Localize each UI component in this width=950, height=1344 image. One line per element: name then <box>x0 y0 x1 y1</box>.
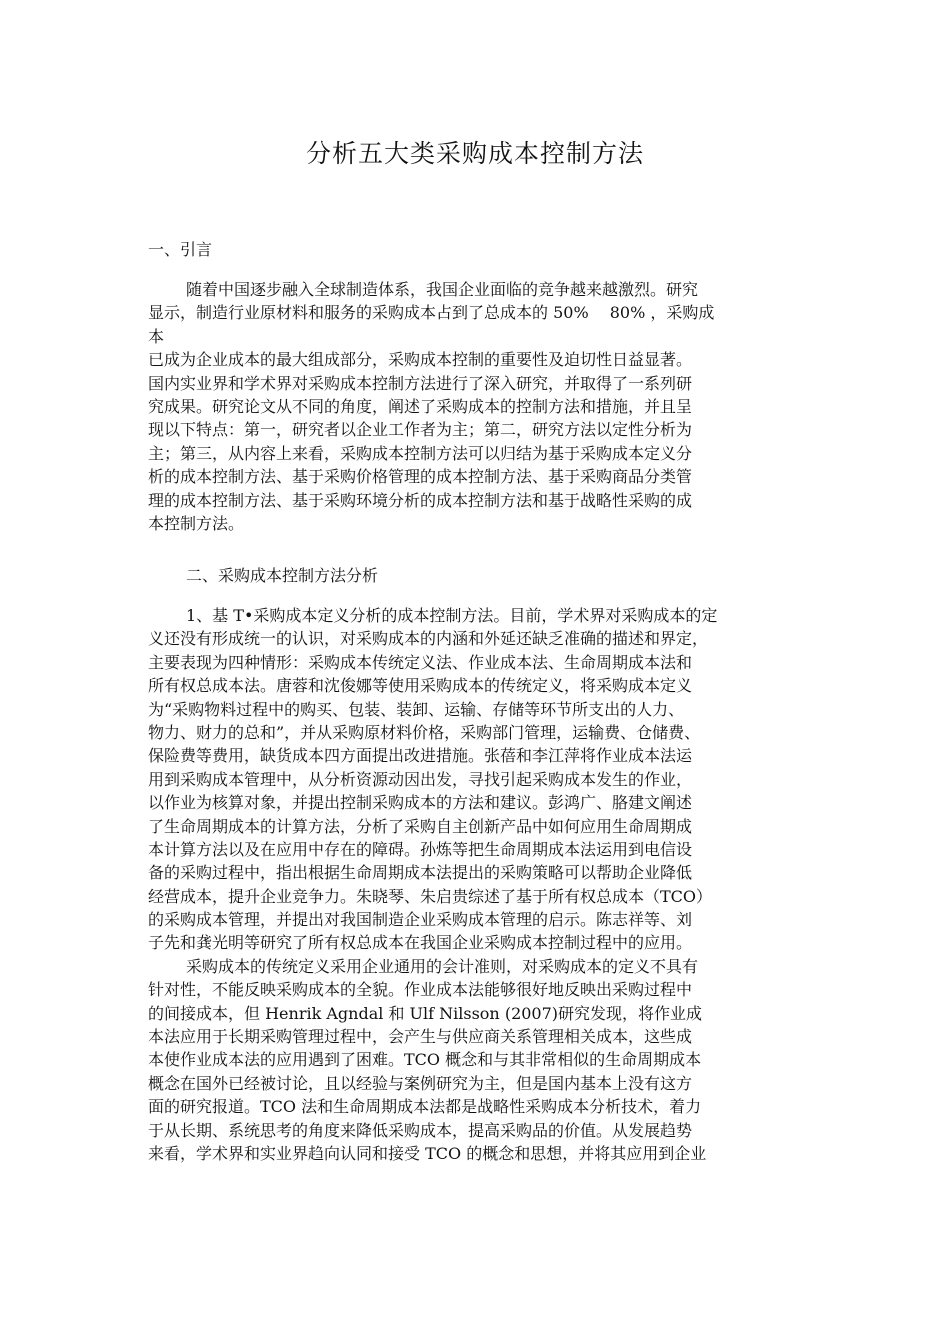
paragraph-line: 以作业为核算对象，并提出控制采购成本的方法和建议。彭鸿广、胳建文阐述 <box>148 793 693 813</box>
paragraph-line: 现以下特点：第一，研究者以企业工作者为主；第二，研究方法以定性分析为 <box>148 420 693 440</box>
paragraph-line: 本法应用于长期采购管理过程中，会产生与供应商关系管理相关成本，这些成 <box>148 1027 693 1047</box>
paragraph-line: 面的研究报道。TCO 法和生命周期成本法都是战略性采购成本分析技术，着力 <box>148 1097 702 1117</box>
paragraph-line: 经营成本，提升企业竞争力。朱晓琴、朱启贵综述了基于所有权总成本（TCO） <box>148 886 713 906</box>
document-title: 分析五大类采购成本控制方法 <box>305 139 644 168</box>
paragraph-line: 子先和龚光明等研究了所有权总成本在我国企业采购成本控制过程中的应用。 <box>148 933 693 953</box>
paragraph-line: 主要表现为四种情形：采购成本传统定义法、作业成本法、生命周期成本法和 <box>148 652 693 672</box>
paragraph-line: 为“采购物料过程中的购买、包装、装卸、运输、存储等环节所支出的人力、 <box>148 699 685 719</box>
paragraph-line: 理的成本控制方法、基于采购环境分析的成本控制方法和基于战略性采购的成 <box>148 490 693 510</box>
paragraph-line: 保险费等费用，缺货成本四方面提出改进措施。张蓓和李江萍将作业成本法运 <box>148 746 693 766</box>
paragraph-line: 的采购成本管理，并提出对我国制造企业采购成本管理的启示。陈志祥等、刘 <box>148 910 693 930</box>
paragraph-line: 针对性，不能反映采购成本的全貌。作业成本法能够很好地反映出采购过程中 <box>148 980 693 1000</box>
paragraph-line: 来看，学术界和实业界趋向认同和接受 TCO 的概念和思想，并将其应用到企业 <box>148 1143 707 1163</box>
paragraph-line: 究成果。研究论文从不同的角度，阐述了采购成本的控制方法和措施，并且呈 <box>148 396 693 416</box>
paragraph-line: 用到采购成本管理中，从分析资源动因出发，寻找引起采购成本发生的作业， <box>148 769 693 789</box>
paragraph-line: 主；第三，从内容上来看，采购成本控制方法可以归结为基于采购成本定义分 <box>148 443 693 463</box>
paragraph-line: 概念在国外已经被讨论，且以经验与案例研究为主，但是国内基本上没有这方 <box>148 1073 693 1093</box>
paragraph-line: 了生命周期成本的计算方法，分析了采购自主创新产品中如何应用生命周期成 <box>148 816 693 836</box>
section-heading-analysis: 二、采购成本控制方法分析 <box>186 566 379 585</box>
paragraph-line: 义还没有形成统一的认识，对采购成本的内涵和外延还缺乏准确的描述和界定， <box>148 629 709 649</box>
paragraph-line: 显示，制造行业原材料和服务的采购成本占到了总成本的 50% 80% ，采购成 <box>148 303 715 323</box>
paragraph-line: 于从长期、系统思考的角度来降低采购成本，提高采购品的价值。从发展趋势 <box>148 1120 693 1140</box>
analysis-paragraphs <box>148 604 788 1165</box>
paragraph-line: 所有权总成本法。唐蓉和沈俊娜等使用采购成本的传统定义，将采购成本定义 <box>148 676 693 696</box>
paragraph-line: 已成为企业成本的最大组成部分，采购成本控制的重要性及迫切性日益显著。 <box>148 350 693 370</box>
paragraph-line: 物力、财力的总和”，并从采购原材料价格，采购部门管理，运输费、仓储费、 <box>148 722 701 742</box>
paragraph-line: 的间接成本，但 Henrik Agndal 和 Ulf Nilsson (2007)研究发现，将作业成 <box>148 1003 703 1023</box>
paragraph-line: 国内实业界和学术界对采购成本控制方法进行了深入研究，并取得了一系列研 <box>148 373 693 393</box>
paragraph-line: 1、基 T•采购成本定义分析的成本控制方法。目前，学术界对采购成本的定 <box>186 606 718 625</box>
paragraph-line: 本控制方法。 <box>148 513 245 533</box>
paragraph-line: 采购成本的传统定义采用企业通用的会计准则，对采购成本的定义不具有 <box>186 956 699 976</box>
intro-paragraph <box>148 278 788 535</box>
section-heading-intro: 一、引言 <box>148 240 213 259</box>
paragraph-line: 析的成本控制方法、基于采购价格管理的成本控制方法、基于采购商品分类管 <box>148 467 693 487</box>
paragraph-line: 备的采购过程中，指出根据生命周期成本法提出的采购策略可以帮助企业降低 <box>148 863 693 883</box>
paragraph-line: 随着中国逐步融入全球制造体系，我国企业面临的竞争越来越激烈。研究 <box>186 280 699 299</box>
paragraph-line: 本计算方法以及在应用中存在的障碍。孙炼等把生命周期成本法运用到电信设 <box>148 839 693 859</box>
paragraph-line: 本使作业成本法的应用遇到了困难。TCO 概念和与其非常相似的生命周期成本 <box>148 1050 702 1070</box>
paragraph-line: 本 <box>148 326 165 346</box>
